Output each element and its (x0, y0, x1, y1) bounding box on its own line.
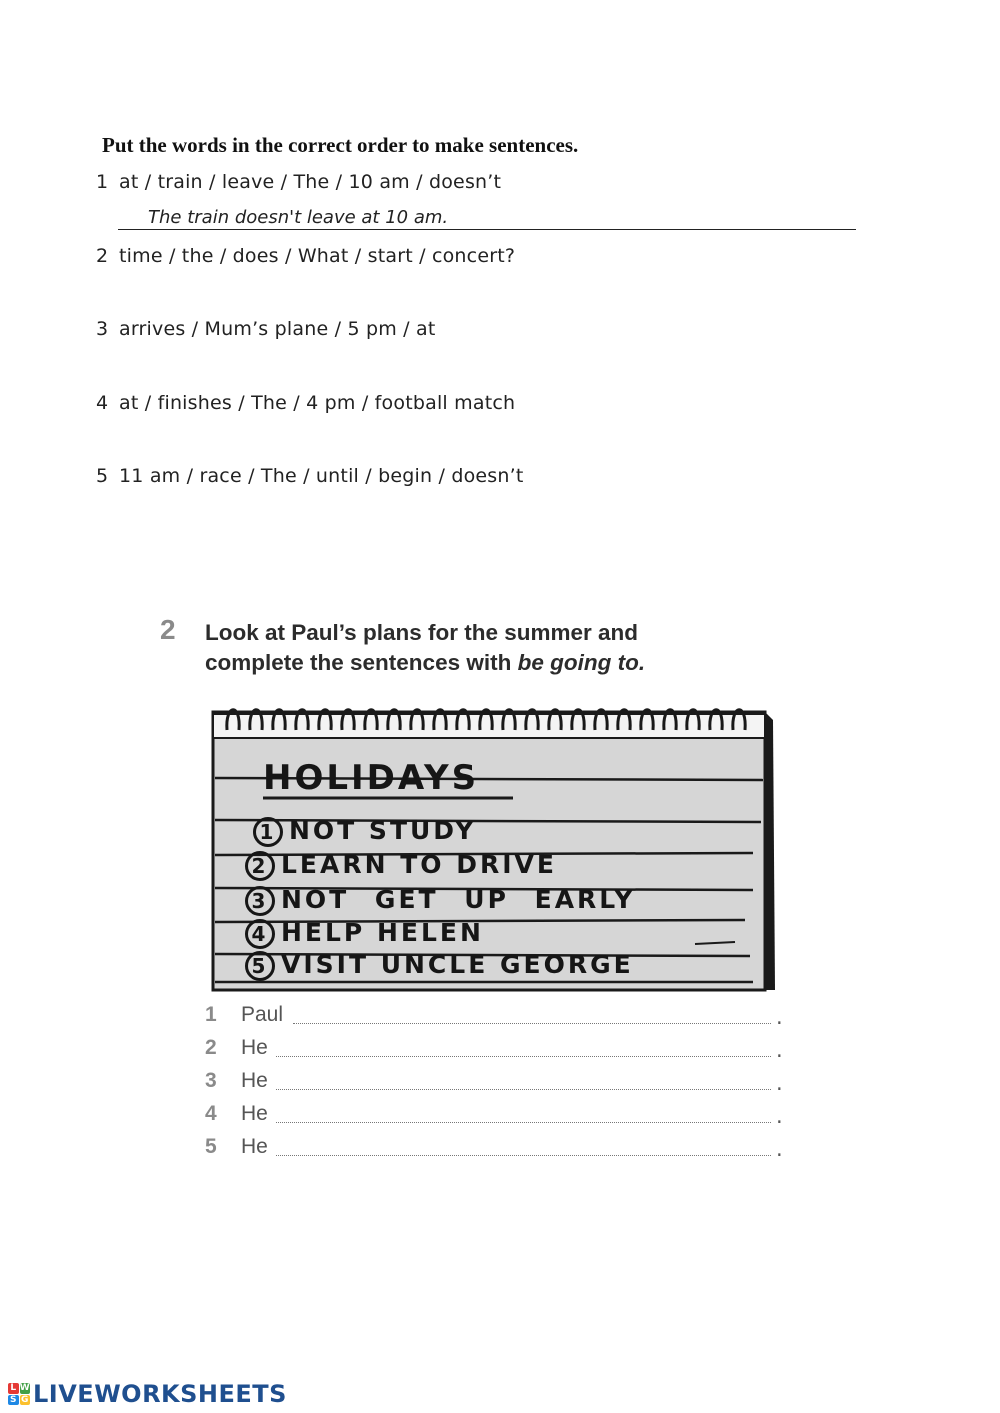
logo-tile: W (19, 1383, 30, 1393)
answer-subject: He (241, 1135, 268, 1158)
notebook-entry (245, 885, 635, 916)
answer-row (205, 1135, 268, 1159)
answer-subject: He (241, 1036, 268, 1059)
notebook-entry (245, 850, 557, 881)
notebook-entry (245, 918, 484, 949)
instruction-line-2-text: complete the sentences with (205, 650, 518, 675)
answer-end-mark: . (776, 1005, 783, 1029)
notebook-heading: HOLIDAYS (263, 758, 480, 798)
logo-text: LIVEWORKSHEETS (33, 1380, 287, 1408)
entry-text: NOT STUDY (289, 816, 477, 845)
exercise-1-item (96, 245, 515, 267)
holiday-notebook (205, 690, 780, 995)
exercise-2-instruction (205, 618, 645, 678)
answer-end-mark: . (776, 1137, 783, 1161)
notebook-entry (245, 950, 634, 981)
item-words: arrives / Mum’s plane / 5 pm / at (119, 318, 436, 340)
answer-end-mark: . (776, 1038, 783, 1062)
exercise-2-number: 2 (160, 614, 176, 645)
answer-blank-3[interactable] (276, 1089, 771, 1090)
logo-tile: S (8, 1395, 19, 1406)
answer-blank-1[interactable] (293, 1023, 771, 1024)
exercise-1-instruction: Put the words in the correct order to make sentences. (102, 133, 579, 157)
answer-blank-4[interactable] (276, 1122, 771, 1123)
answer-blank-2[interactable] (276, 1056, 771, 1057)
answer-subject: Paul (241, 1003, 284, 1026)
answer-number: 5 (205, 1135, 217, 1158)
answer-row (205, 1069, 268, 1093)
exercise-1-item (96, 318, 436, 340)
entry-text: NOT GET UP EARLY (281, 885, 636, 914)
answer-subject: He (241, 1102, 268, 1125)
answer-end-mark: . (776, 1104, 783, 1128)
instruction-emphasis: be going to. (517, 650, 646, 675)
answer-end-mark: . (776, 1071, 783, 1095)
exercise-1-item (96, 465, 524, 487)
item-words: at / finishes / The / 4 pm / football match (119, 392, 516, 414)
answer-row (205, 1102, 268, 1126)
logo-icon (8, 1383, 30, 1405)
entry-number-circle: 5 (245, 951, 275, 981)
answer-blank-5[interactable] (276, 1155, 771, 1156)
example-answer: The train doesn't leave at 10 am. (148, 207, 449, 228)
item-number: 1 (96, 171, 109, 193)
logo-tile: G (21, 1394, 29, 1405)
answer-number: 1 (205, 1003, 217, 1026)
entry-number-circle: 2 (245, 851, 275, 881)
exercise-1-item (96, 171, 501, 193)
item-number: 3 (96, 318, 109, 340)
entry-number-circle: 4 (245, 919, 275, 949)
answer-number: 2 (205, 1036, 217, 1059)
answer-subject: He (241, 1069, 268, 1092)
answer-row (205, 1003, 283, 1027)
item-number: 4 (96, 392, 109, 414)
exercise-1-item (96, 392, 515, 414)
item-words: at / train / leave / The / 10 am / doesn’t (119, 171, 502, 193)
item-words: 11 am / race / The / until / begin / doesn’t (119, 465, 524, 487)
item-number: 2 (96, 245, 109, 267)
answer-row (205, 1036, 268, 1060)
answer-number: 3 (205, 1069, 217, 1092)
entry-number-circle: 1 (253, 817, 283, 847)
entry-text: VISIT UNCLE GEORGE (281, 950, 634, 979)
logo-tile: L (8, 1383, 19, 1394)
answer-number: 4 (205, 1102, 217, 1125)
instruction-line-1: Look at Paul’s plans for the summer and (205, 620, 639, 645)
item-words: time / the / does / What / start / concert? (119, 245, 516, 267)
notebook-entry (253, 816, 476, 847)
entry-text: LEARN TO DRIVE (281, 850, 557, 879)
liveworksheets-logo (8, 1380, 287, 1408)
entry-number-circle: 3 (245, 886, 275, 916)
item-number: 5 (96, 465, 109, 487)
entry-text: HELP HELEN (281, 918, 484, 947)
instruction-line-2 (205, 648, 645, 678)
